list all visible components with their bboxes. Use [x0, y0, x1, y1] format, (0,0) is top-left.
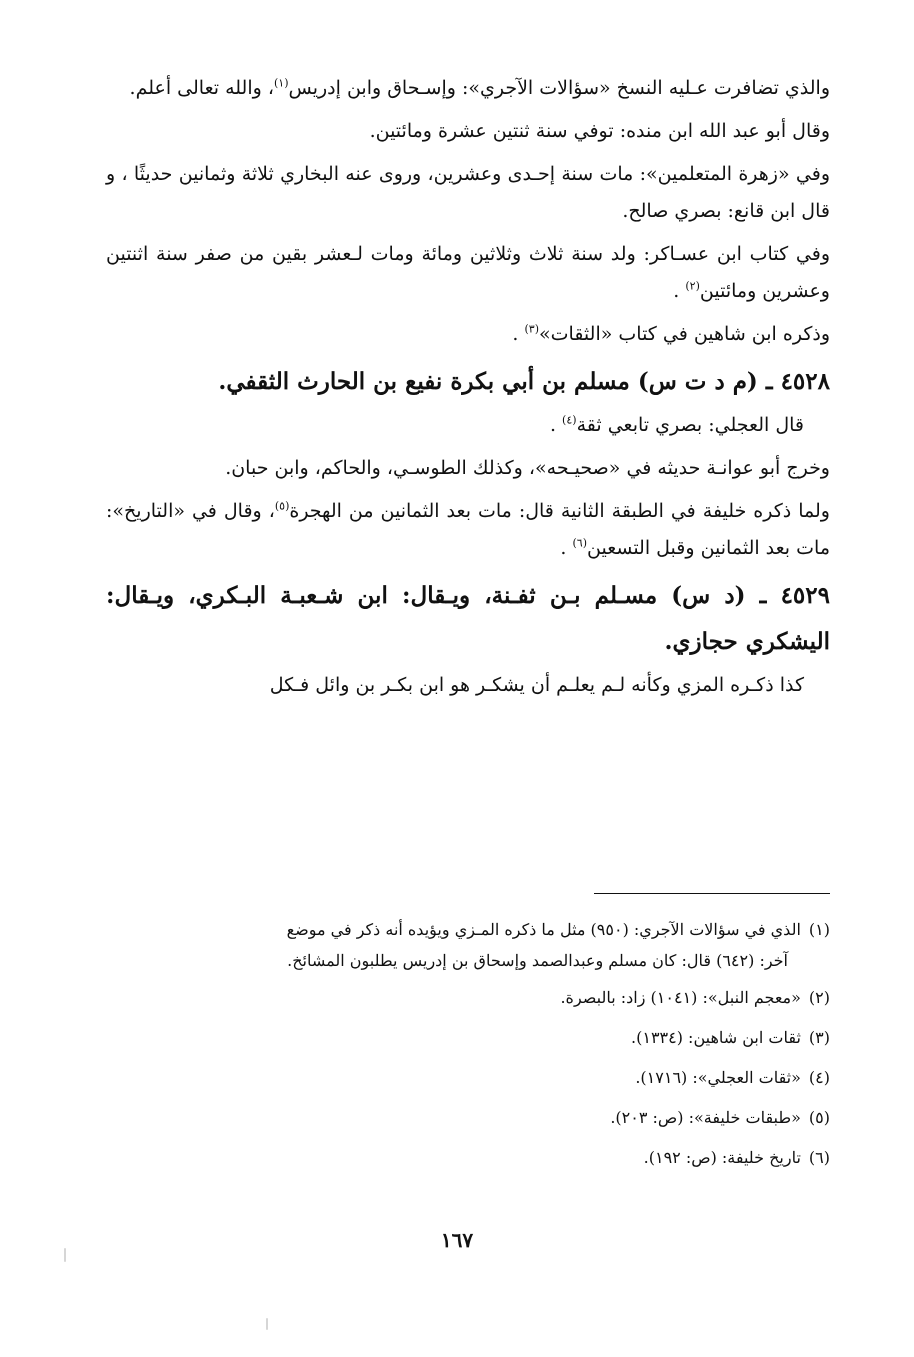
paragraph: وقال أبو عبد الله ابن منده: توفي سنة ثنتين عشرة ومائتين.: [369, 120, 830, 142]
footnote-number: (٣): [808, 1028, 830, 1047]
paragraph: قال العجلي: بصري تابعي ثقة$^{(٤)}$ .: [549, 413, 804, 436]
footnotes: [106, 910, 830, 1178]
paragraph-text: والذي تضافرت عـليه النسخ «سؤالات الآجري»: وإسـحاق وابن إدريس: [288, 77, 830, 99]
footnote-text: «ثقات العجلي»: (١٧١٦).: [635, 1068, 801, 1087]
scan-speck: [64, 1248, 66, 1262]
footnote-ref[interactable]: (٦): [572, 536, 587, 550]
main-text: [106, 70, 830, 710]
paragraph: وفي كتاب ابن عسـاكر: ولد سنة ثلاث وثلاثين ومائة ومات لـعشر بقين من صفر سنة اثنتين وعشرين ومائتين$^{(٢)}$ .: [106, 243, 830, 302]
paragraph: وخرج أبو عوانـة حديثه في «صحيـحه»، وكذلك الطوسـي، والحاكم، وابن حبان.: [225, 457, 830, 479]
footnote-text: تاريخ خليفة: (ص: ١٩٢).: [643, 1148, 801, 1167]
paragraph-text: قال العجلي: بصري تابعي ثقة: [576, 414, 804, 436]
paragraph: وفي «زهرة المتعلمين»: مات سنة إحـدى وعشرين، وروى عنه البخاري ثلاثة وثمانين حديثًا ، و قال ابن قانع: بصري صالح.: [106, 163, 830, 222]
footnote-ref[interactable]: (٢): [685, 279, 700, 293]
footnote-number: (٢): [808, 988, 830, 1007]
paragraph-text: ولما ذكره خليفة في الطبقة الثانية قال: مات بعد الثمانين من الهجرة: [289, 500, 830, 522]
paragraph-text: ، وقال في «التاريخ»: مات بعد الثمانين وقبل التسعين: [106, 500, 830, 559]
footnote-number: (٤): [808, 1068, 830, 1087]
footnote-text: ثقات ابن شاهين: (١٣٣٤).: [631, 1028, 801, 1047]
footnote-number: (١): [808, 920, 830, 939]
footnote-2: [106, 978, 830, 1018]
footnote-5: [106, 1098, 830, 1138]
footnote-text: «طبقات خليفة»: (ص: ٢٠٣).: [610, 1108, 801, 1127]
footnote-number: (٦): [808, 1148, 830, 1167]
footnote-ref[interactable]: (٥): [274, 499, 290, 513]
footnote-number: (٥): [808, 1108, 830, 1127]
paragraph: كذا ذكـره المزي وكأنه لـم يعلـم أن يشكـر هو ابن بكـر بن وائل فـكل: [269, 674, 804, 696]
paragraph-text: وفي كتاب ابن عسـاكر: ولد سنة ثلاث وثلاثين ومائة ومات لـعشر بقين من صفر سنة اثنتين وعشرين ومائتين: [106, 243, 830, 302]
entry-heading-4529: ٤٥٢٩ ـ (د س) مسـلم بـن ثفـنة، ويـقال: ابن شـعبـة البـكري، ويـقال: اليشكري حجازي.: [106, 582, 830, 655]
footnote-3: [106, 1018, 830, 1058]
footnote-divider: [594, 893, 830, 894]
entry-heading-4528: ٤٥٢٨ ـ (م د ت س) مسلم بن أبي بكرة نفيع بن الحارث الثقفي.: [218, 368, 830, 395]
footnote-ref[interactable]: (١): [273, 76, 289, 90]
paragraph: وذكره ابن شاهين في كتاب «الثقات»$^{(٣)}$ .: [512, 322, 830, 345]
paragraph-text: وذكره ابن شاهين في كتاب «الثقات»: [539, 323, 830, 345]
paragraph-text: والله تعالى أعلم.: [129, 77, 262, 99]
footnote-text: الذي في سؤالات الآجري: (٩٥٠) مثل ما ذكره المـزي ويؤيده أنه ذكر في موضع: [286, 920, 801, 939]
paragraph: والذي تضافرت عـليه النسخ «سؤالات الآجري»: وإسـحاق وابن إدريس$^{(١)}$، والله تعالى أعلم.: [129, 76, 830, 99]
footnote-ref[interactable]: (٣): [524, 322, 540, 336]
footnote-6: [106, 1138, 830, 1178]
footnote-ref[interactable]: (٤): [562, 413, 577, 427]
scan-speck: [266, 1318, 268, 1330]
footnote-text: «معجم النبل»: (١٠٤١) زاد: بالبصرة.: [560, 988, 801, 1007]
paragraph: ولما ذكره خليفة في الطبقة الثانية قال: مات بعد الثمانين من الهجرة$^{(٥)}$، وقال في «التاريخ»: مات بعد الثمانين وقبل التسعين$^{(٦)}$ .: [106, 499, 830, 559]
footnote-1-continued: آخر: (٦٤٢) قال: كان مسلم وعبدالصمد وإسحاق بن إدريس يطلبون المشائخ.: [287, 951, 788, 970]
footnote-4: [106, 1058, 830, 1098]
page-number: ١٦٧: [440, 1228, 474, 1252]
